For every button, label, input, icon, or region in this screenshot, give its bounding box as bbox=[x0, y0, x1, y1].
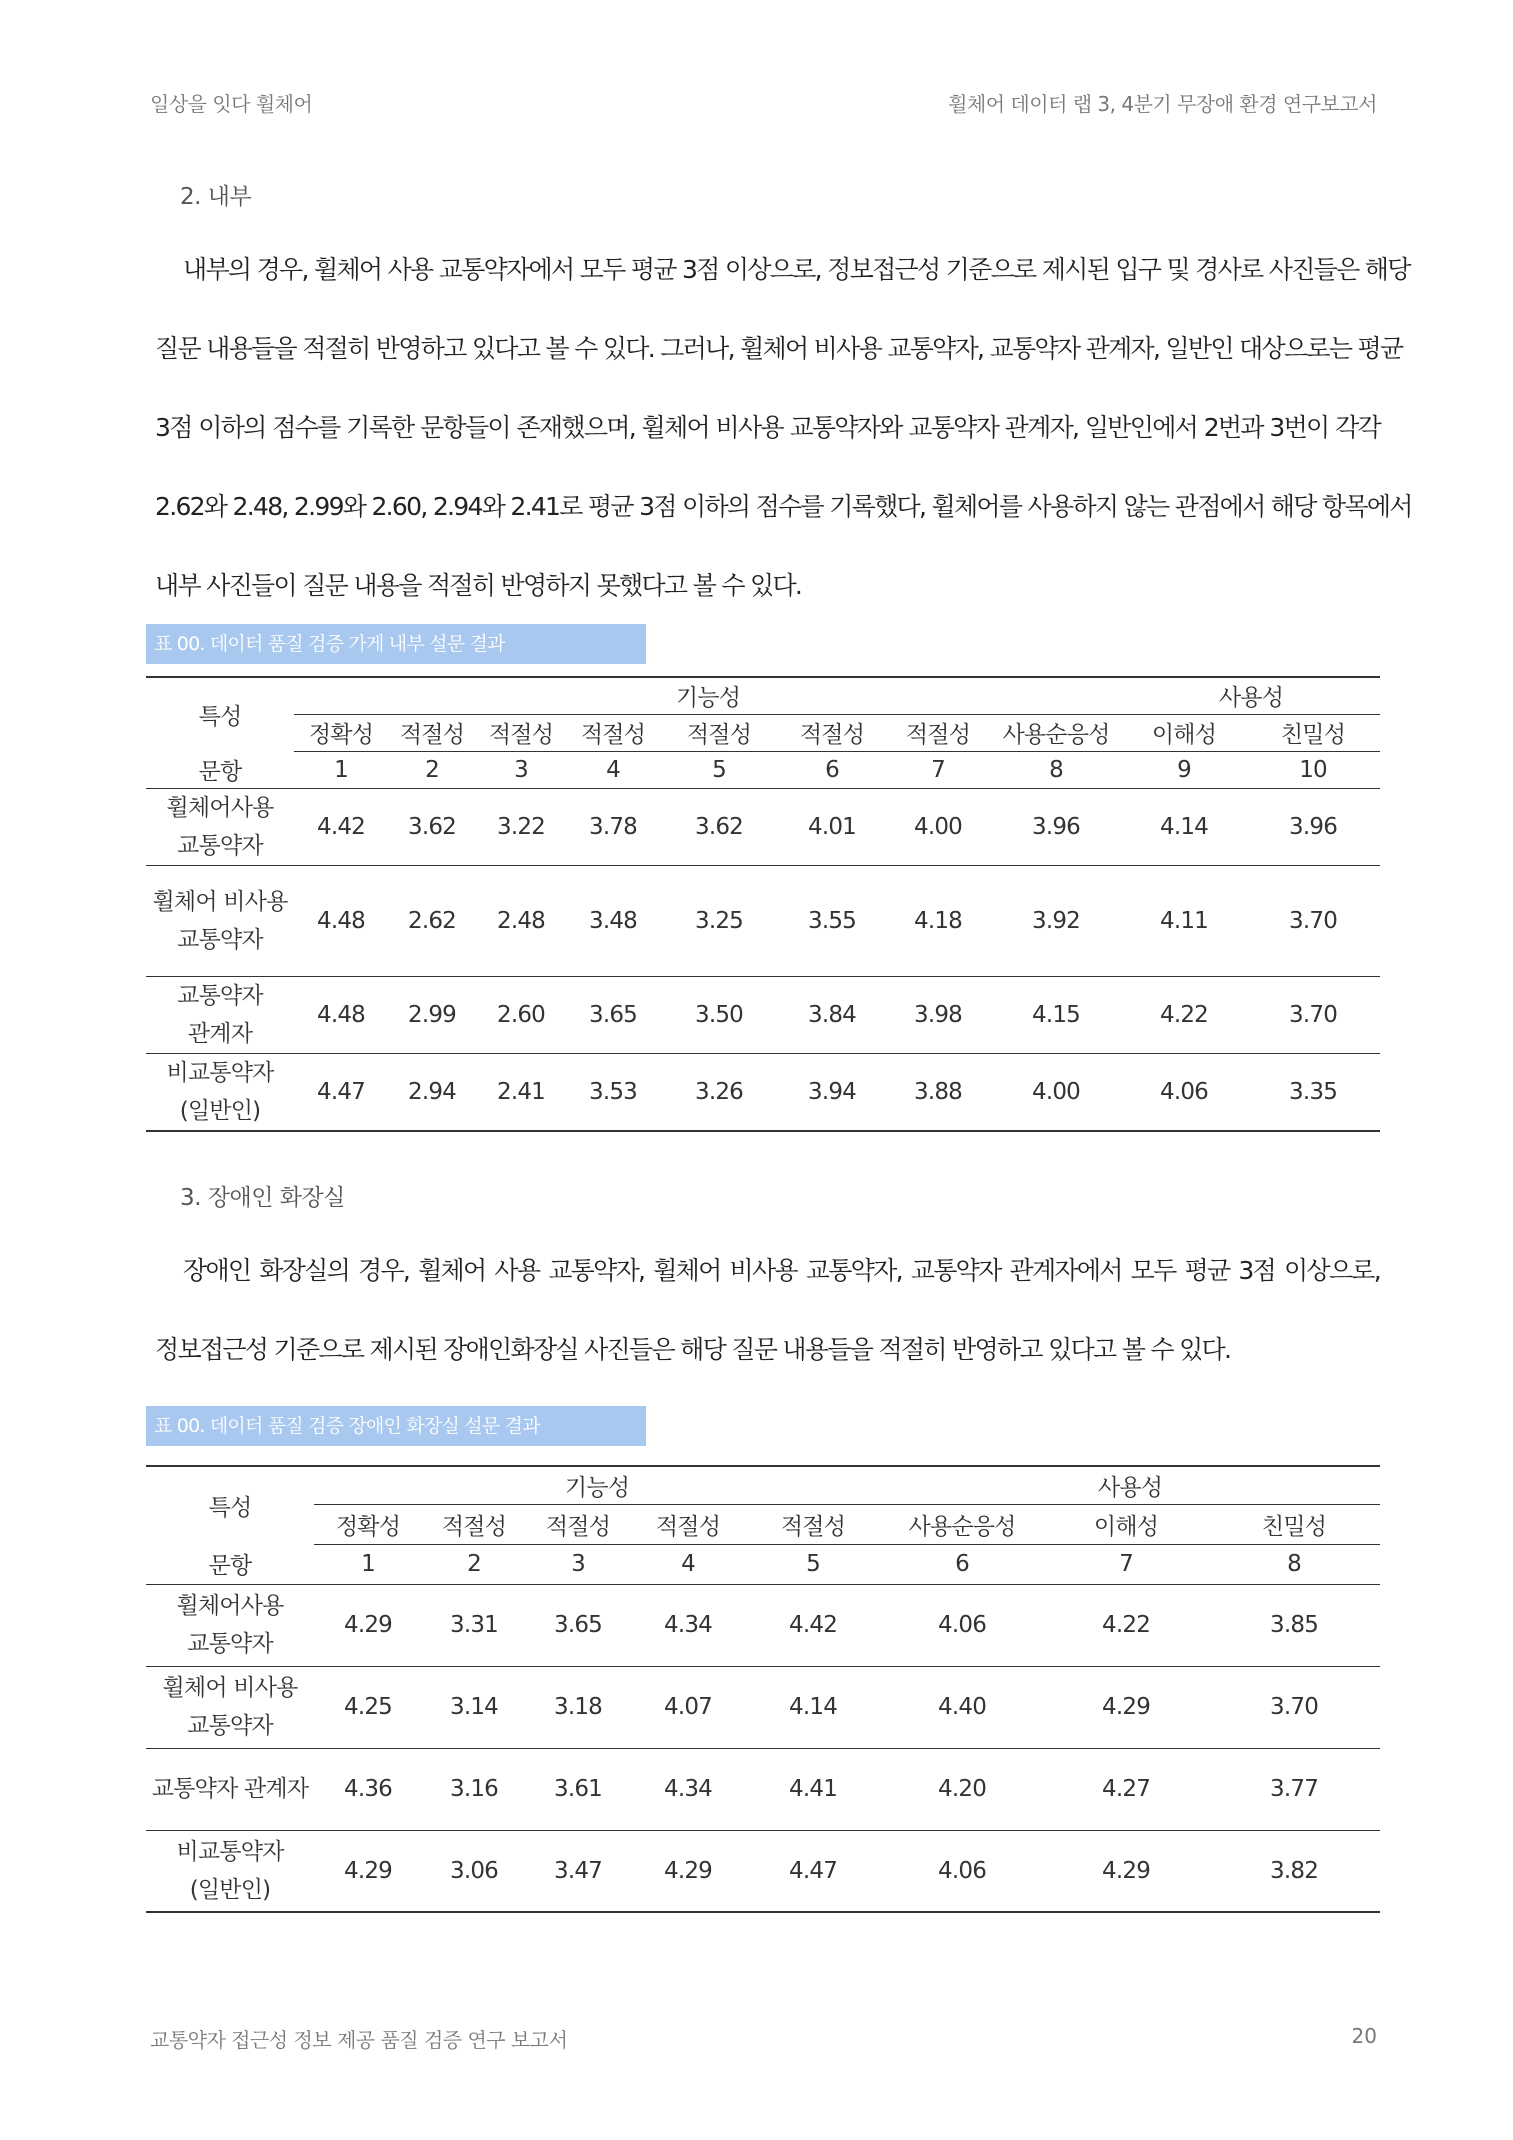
value-cell: 3.70 bbox=[1208, 1666, 1380, 1748]
item-number: 7 bbox=[1044, 1544, 1208, 1584]
table-caption: 표 00. 데이터 품질 검증 장애인 화장실 설문 결과 bbox=[146, 1406, 646, 1446]
item-label: 문항 bbox=[146, 1544, 314, 1584]
value-cell: 3.61 bbox=[526, 1748, 630, 1830]
group-header-usability: 사용성 bbox=[1122, 677, 1380, 714]
attribute-header: 적절성 bbox=[476, 714, 566, 751]
paragraph-line: 장애인 화장실의 경우, 휠체어 사용 교통약자, 휠체어 비사용 교통약자, 교통약자 관계자에서 모두 평균 3점 이상으로, bbox=[183, 1256, 1380, 1285]
row-header-line: (일반인) bbox=[179, 1097, 261, 1124]
value-cell: 3.53 bbox=[566, 1053, 660, 1131]
value-cell: 2.99 bbox=[388, 976, 476, 1053]
value-cell: 4.34 bbox=[630, 1584, 746, 1666]
attribute-header: 친밀성 bbox=[1246, 714, 1380, 751]
value-cell: 4.22 bbox=[1044, 1584, 1208, 1666]
value-cell: 3.78 bbox=[566, 788, 660, 865]
attribute-header: 적절성 bbox=[526, 1504, 630, 1544]
value-cell: 4.06 bbox=[1122, 1053, 1246, 1131]
attribute-header: 적절성 bbox=[746, 1504, 880, 1544]
corner-header: 특성 bbox=[146, 1466, 314, 1544]
value-cell: 4.00 bbox=[990, 1053, 1122, 1131]
value-cell: 4.27 bbox=[1044, 1748, 1208, 1830]
row-header-line: 교통약자 bbox=[177, 832, 263, 859]
attribute-header: 이해성 bbox=[1122, 714, 1246, 751]
row-header-line: 관계자 bbox=[187, 1020, 253, 1047]
value-cell: 3.48 bbox=[566, 865, 660, 976]
value-cell: 3.94 bbox=[778, 1053, 886, 1131]
value-cell: 3.96 bbox=[1246, 788, 1380, 865]
item-number: 1 bbox=[314, 1544, 422, 1584]
value-cell: 3.88 bbox=[886, 1053, 990, 1131]
table-row bbox=[146, 1666, 1380, 1748]
value-cell: 4.22 bbox=[1122, 976, 1246, 1053]
value-cell: 4.00 bbox=[886, 788, 990, 865]
table-row bbox=[146, 1830, 1380, 1912]
attribute-header: 적절성 bbox=[566, 714, 660, 751]
row-header bbox=[146, 1830, 314, 1912]
paragraph-line: 3점 이하의 점수를 기록한 문항들이 존재했으며, 휠체어 비사용 교통약자와 교통약자 관계자, 일반인에서 2번과 3번이 각각 bbox=[155, 413, 1380, 442]
section-heading-interior: 2. 내부 bbox=[180, 184, 252, 210]
item-number: 4 bbox=[630, 1544, 746, 1584]
value-cell: 3.47 bbox=[526, 1830, 630, 1912]
row-header-line: 휠체어사용 bbox=[166, 794, 274, 821]
value-cell: 3.26 bbox=[660, 1053, 778, 1131]
row-header-line: (일반인) bbox=[189, 1876, 271, 1903]
restroom-survey-table bbox=[146, 1465, 1380, 1913]
value-cell: 4.20 bbox=[880, 1748, 1044, 1830]
attribute-header: 적절성 bbox=[886, 714, 990, 751]
row-header-line: 교통약자 bbox=[187, 1631, 273, 1657]
value-cell: 2.48 bbox=[476, 865, 566, 976]
value-cell: 4.29 bbox=[1044, 1666, 1208, 1748]
group-header-functionality: 기능성 bbox=[314, 1466, 880, 1504]
value-cell: 3.65 bbox=[526, 1584, 630, 1666]
attribute-header: 친밀성 bbox=[1208, 1504, 1380, 1544]
value-cell: 4.47 bbox=[294, 1053, 388, 1131]
value-cell: 3.85 bbox=[1208, 1584, 1380, 1666]
row-header-line: 휠체어 비사용 bbox=[162, 1675, 298, 1701]
table-row bbox=[146, 976, 1380, 1053]
row-header-line: 교통약자 bbox=[177, 982, 263, 1009]
value-cell: 3.55 bbox=[778, 865, 886, 976]
interior-survey-table bbox=[146, 676, 1380, 1132]
paragraph-line: 정보접근성 기준으로 제시된 장애인화장실 사진들은 해당 질문 내용들을 적절히 반영하고 있다고 볼 수 있다. bbox=[155, 1335, 1231, 1364]
item-number: 5 bbox=[660, 751, 778, 788]
attribute-header: 적절성 bbox=[630, 1504, 746, 1544]
paragraph-line: 2.62와 2.48, 2.99와 2.60, 2.94와 2.41로 평균 3점 이하의 점수를 기록했다, 휠체어를 사용하지 않는 관점에서 해당 항목에서 bbox=[155, 492, 1412, 521]
table-caption: 표 00. 데이터 품질 검증 가게 내부 설문 결과 bbox=[146, 624, 646, 664]
item-number: 2 bbox=[388, 751, 476, 788]
row-header: 교통약자 관계자 bbox=[146, 1748, 314, 1830]
row-header-line: 비교통약자 bbox=[176, 1838, 284, 1865]
value-cell: 2.94 bbox=[388, 1053, 476, 1131]
item-number: 8 bbox=[990, 751, 1122, 788]
page-number: 20 bbox=[1351, 2024, 1377, 2048]
value-cell: 3.16 bbox=[422, 1748, 526, 1830]
value-cell: 3.22 bbox=[476, 788, 566, 865]
value-cell: 2.60 bbox=[476, 976, 566, 1053]
running-header-right: 휠체어 데이터 랩 3, 4분기 무장애 환경 연구보고서 bbox=[948, 92, 1377, 116]
value-cell: 3.06 bbox=[422, 1830, 526, 1912]
value-cell: 4.18 bbox=[886, 865, 990, 976]
value-cell: 4.36 bbox=[314, 1748, 422, 1830]
value-cell: 4.14 bbox=[746, 1666, 880, 1748]
item-label: 문항 bbox=[146, 751, 294, 788]
value-cell: 3.18 bbox=[526, 1666, 630, 1748]
value-cell: 3.82 bbox=[1208, 1830, 1380, 1912]
item-number: 9 bbox=[1122, 751, 1246, 788]
attribute-header: 이해성 bbox=[1044, 1504, 1208, 1544]
value-cell: 3.62 bbox=[660, 788, 778, 865]
attribute-header: 정확성 bbox=[314, 1504, 422, 1544]
value-cell: 2.62 bbox=[388, 865, 476, 976]
item-number: 4 bbox=[566, 751, 660, 788]
value-cell: 3.65 bbox=[566, 976, 660, 1053]
row-header bbox=[146, 788, 294, 865]
item-number: 3 bbox=[476, 751, 566, 788]
value-cell: 4.29 bbox=[314, 1830, 422, 1912]
item-number: 8 bbox=[1208, 1544, 1380, 1584]
value-cell: 4.40 bbox=[880, 1666, 1044, 1748]
row-header-line: 비교통약자 bbox=[166, 1059, 274, 1086]
attribute-header: 적절성 bbox=[660, 714, 778, 751]
row-header-line: 교통약자 bbox=[177, 926, 263, 953]
table-row bbox=[146, 1584, 1380, 1666]
attribute-header: 사용순응성 bbox=[990, 714, 1122, 751]
attribute-header: 적절성 bbox=[388, 714, 476, 751]
paragraph-interior bbox=[155, 230, 1412, 625]
value-cell: 4.48 bbox=[294, 865, 388, 976]
value-cell: 4.07 bbox=[630, 1666, 746, 1748]
value-cell: 4.29 bbox=[1044, 1830, 1208, 1912]
paragraph-line: 내부 사진들이 질문 내용을 적절히 반영하지 못했다고 볼 수 있다. bbox=[155, 571, 802, 600]
value-cell: 4.47 bbox=[746, 1830, 880, 1912]
item-number: 6 bbox=[778, 751, 886, 788]
attribute-header: 정확성 bbox=[294, 714, 388, 751]
value-cell: 3.50 bbox=[660, 976, 778, 1053]
paragraph-line: 질문 내용들을 적절히 반영하고 있다고 볼 수 있다. 그러나, 휠체어 비사용 교통약자, 교통약자 관계자, 일반인 대상으로는 평균 bbox=[155, 334, 1403, 363]
value-cell: 4.06 bbox=[880, 1830, 1044, 1912]
value-cell: 3.96 bbox=[990, 788, 1122, 865]
attribute-header: 적절성 bbox=[422, 1504, 526, 1544]
value-cell: 4.48 bbox=[294, 976, 388, 1053]
value-cell: 4.29 bbox=[314, 1584, 422, 1666]
paragraph-line: 내부의 경우, 휠체어 사용 교통약자에서 모두 평균 3점 이상으로, 정보접근성 기준으로 제시된 입구 및 경사로 사진들은 해당 bbox=[183, 255, 1410, 284]
paragraph-accessible-restroom bbox=[155, 1231, 1380, 1389]
value-cell: 3.92 bbox=[990, 865, 1122, 976]
table-row bbox=[146, 1748, 1380, 1830]
corner-header: 특성 bbox=[146, 677, 294, 751]
value-cell: 3.77 bbox=[1208, 1748, 1380, 1830]
value-cell: 4.41 bbox=[746, 1748, 880, 1830]
row-header-line: 휠체어사용 bbox=[176, 1593, 284, 1619]
value-cell: 3.98 bbox=[886, 976, 990, 1053]
table-row bbox=[146, 788, 1380, 865]
value-cell: 2.41 bbox=[476, 1053, 566, 1131]
row-header bbox=[146, 1053, 294, 1131]
table-row bbox=[146, 865, 1380, 976]
group-header-functionality: 기능성 bbox=[294, 677, 1122, 714]
value-cell: 4.14 bbox=[1122, 788, 1246, 865]
row-header bbox=[146, 865, 294, 976]
row-header bbox=[146, 976, 294, 1053]
row-header-line: 교통약자 bbox=[187, 1713, 273, 1739]
row-header bbox=[146, 1584, 314, 1666]
item-number: 2 bbox=[422, 1544, 526, 1584]
item-number: 7 bbox=[886, 751, 990, 788]
item-number: 3 bbox=[526, 1544, 630, 1584]
value-cell: 4.15 bbox=[990, 976, 1122, 1053]
value-cell: 4.06 bbox=[880, 1584, 1044, 1666]
value-cell: 3.62 bbox=[388, 788, 476, 865]
attribute-header: 사용순응성 bbox=[880, 1504, 1044, 1544]
running-header-left: 일상을 잇다 휠체어 bbox=[150, 92, 313, 116]
value-cell: 4.42 bbox=[294, 788, 388, 865]
value-cell: 4.42 bbox=[746, 1584, 880, 1666]
item-number: 10 bbox=[1246, 751, 1380, 788]
value-cell: 3.25 bbox=[660, 865, 778, 976]
item-number: 5 bbox=[746, 1544, 880, 1584]
value-cell: 4.34 bbox=[630, 1748, 746, 1830]
row-header bbox=[146, 1666, 314, 1748]
value-cell: 4.29 bbox=[630, 1830, 746, 1912]
value-cell: 3.70 bbox=[1246, 865, 1380, 976]
value-cell: 3.84 bbox=[778, 976, 886, 1053]
item-number: 1 bbox=[294, 751, 388, 788]
value-cell: 4.25 bbox=[314, 1666, 422, 1748]
value-cell: 3.35 bbox=[1246, 1053, 1380, 1131]
group-header-usability: 사용성 bbox=[880, 1466, 1380, 1504]
row-header-line: 휠체어 비사용 bbox=[152, 888, 288, 915]
value-cell: 3.31 bbox=[422, 1584, 526, 1666]
value-cell: 4.11 bbox=[1122, 865, 1246, 976]
item-number: 6 bbox=[880, 1544, 1044, 1584]
value-cell: 3.70 bbox=[1246, 976, 1380, 1053]
value-cell: 3.14 bbox=[422, 1666, 526, 1748]
table-row bbox=[146, 1053, 1380, 1131]
running-footer-title: 교통약자 접근성 정보 제공 품질 검증 연구 보고서 bbox=[150, 2028, 568, 2052]
section-heading-accessible-restroom: 3. 장애인 화장실 bbox=[180, 1185, 345, 1211]
attribute-header: 적절성 bbox=[778, 714, 886, 751]
value-cell: 4.01 bbox=[778, 788, 886, 865]
